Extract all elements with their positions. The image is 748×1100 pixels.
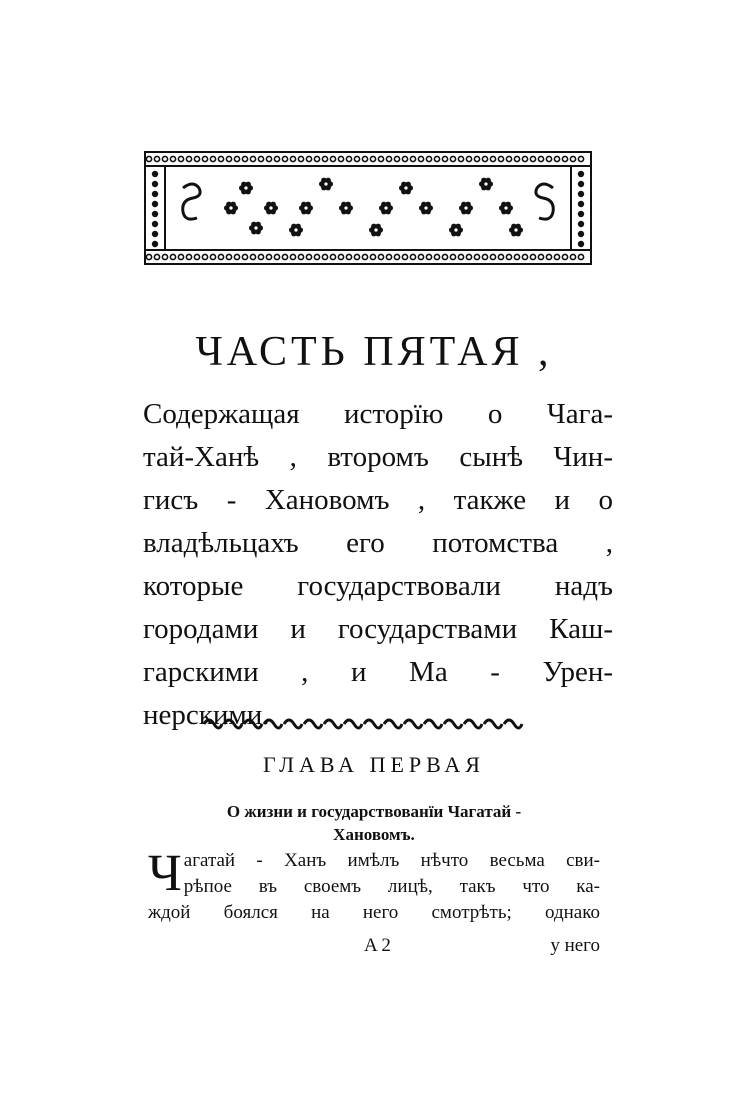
- ornament-chain-link: [466, 254, 471, 259]
- ornament-chain-link: [386, 156, 391, 161]
- summary-line: гарскими , и Ма - Урен-: [143, 656, 613, 688]
- ornament-chain-link: [242, 156, 247, 161]
- ornament-chain-link: [370, 156, 375, 161]
- ornament-chain-link: [402, 254, 407, 259]
- ornament-bead: [578, 211, 584, 217]
- drop-cap: Ч: [148, 845, 182, 902]
- ornament-chain-link: [314, 156, 319, 161]
- ornament-chain-link: [186, 156, 191, 161]
- ornament-chain-link: [530, 254, 535, 259]
- ornament-bead: [578, 191, 584, 197]
- ornament-rosette: [264, 202, 278, 215]
- divider-wave: [404, 720, 422, 728]
- ornament-rosette: [299, 202, 313, 215]
- ornament-chain-link: [570, 254, 575, 259]
- ornament-chain-link: [538, 254, 543, 259]
- ornament-bead: [152, 201, 158, 207]
- left-scroll-motif: [183, 184, 200, 219]
- ornament-chain-link: [266, 156, 271, 161]
- ornament-chain-link: [394, 156, 399, 161]
- ornament-chain-link: [226, 254, 231, 259]
- ornament-bead: [152, 171, 158, 177]
- ornament-chain-link: [330, 156, 335, 161]
- ornament-chain-link: [562, 254, 567, 259]
- ornament-chain-link: [218, 156, 223, 161]
- ornament-chain-link: [162, 156, 167, 161]
- ornament-chain-link: [570, 156, 575, 161]
- header-ornament: [143, 148, 593, 268]
- ornament-chain-link: [466, 156, 471, 161]
- ornament-chain-link: [522, 254, 527, 259]
- ornament-chain-link: [394, 254, 399, 259]
- divider-wave: [444, 720, 462, 728]
- ornament-chain-link: [450, 156, 455, 161]
- ornament-chain-link: [306, 254, 311, 259]
- ornament-chain-link: [242, 254, 247, 259]
- ornament-rosette: [239, 182, 253, 195]
- ornament-chain-link: [538, 156, 543, 161]
- ornament-chain-link: [434, 254, 439, 259]
- ornament-chain-link: [362, 156, 367, 161]
- ornament-rosette: [499, 202, 513, 215]
- ornament-chain-link: [298, 156, 303, 161]
- ornament-chain-link: [378, 254, 383, 259]
- ornament-chain-link: [426, 254, 431, 259]
- ornament-rosette: [459, 202, 473, 215]
- summary-line: нерскими.: [143, 699, 270, 731]
- section-divider: [198, 714, 526, 730]
- ornament-chain-link: [378, 156, 383, 161]
- divider-wave: [224, 720, 242, 728]
- ornament-chain-link: [402, 156, 407, 161]
- ornament-chain-link: [450, 254, 455, 259]
- ornament-chain-link: [178, 254, 183, 259]
- ornament-chain-link: [250, 254, 255, 259]
- ornament-rosette: [224, 202, 238, 215]
- divider-wave: [304, 720, 322, 728]
- ornament-chain-link: [234, 254, 239, 259]
- ornament-chain-link: [306, 156, 311, 161]
- ornament-bead: [578, 221, 584, 227]
- ornament-chain-link: [490, 156, 495, 161]
- ornament-chain-link: [282, 254, 287, 259]
- ornament-chain-link: [506, 254, 511, 259]
- ornament-chain-link: [162, 254, 167, 259]
- ornament-chain-link: [194, 254, 199, 259]
- chapter-subtitle: [148, 800, 600, 846]
- ornament-chain-link: [290, 254, 295, 259]
- ornament-rosette: [369, 224, 383, 237]
- part-summary: [143, 393, 613, 737]
- ornament-right-column: [571, 166, 591, 250]
- ornament-bead: [578, 171, 584, 177]
- ornament-chain-link: [354, 156, 359, 161]
- ornament-chain-link: [458, 254, 463, 259]
- divider-wave: [484, 720, 502, 728]
- ornament-chain-link: [482, 156, 487, 161]
- ornament-chain-link: [282, 156, 287, 161]
- ornament-chain-link: [442, 156, 447, 161]
- ornament-chain-link: [554, 156, 559, 161]
- ornament-chain-link: [498, 156, 503, 161]
- ornament-rosette: [509, 224, 523, 237]
- signature-mark: A 2: [364, 935, 391, 956]
- ornament-bead: [578, 231, 584, 237]
- ornament-chain-link: [298, 254, 303, 259]
- ornament-rosette: [289, 224, 303, 237]
- ornament-chain-link: [578, 254, 583, 259]
- ornament-chain-link: [442, 254, 447, 259]
- ornament-chain-link: [314, 254, 319, 259]
- ornament-chain-link: [258, 156, 263, 161]
- ornament-chain-link: [410, 156, 415, 161]
- ornament-chain-link: [274, 156, 279, 161]
- divider-wave: [204, 720, 222, 728]
- ornament-chain-link: [290, 156, 295, 161]
- ornament-chain-link: [186, 254, 191, 259]
- ornament-chain-link: [210, 156, 215, 161]
- ornament-chain-link: [322, 254, 327, 259]
- ornament-chain-link: [458, 156, 463, 161]
- ornament-chain-link: [490, 254, 495, 259]
- ornament-chain-link: [146, 254, 151, 259]
- ornament-chain-link: [202, 254, 207, 259]
- summary-line: владѣльцахъ его потомства ,: [143, 527, 613, 559]
- ornament-chain-link: [274, 254, 279, 259]
- ornament-rosette: [319, 178, 333, 191]
- ornament-chain-link: [418, 156, 423, 161]
- ornament-chain-link: [498, 254, 503, 259]
- ornament-chain-link: [474, 156, 479, 161]
- body-paragraph: [148, 845, 600, 926]
- ornament-chain-link: [562, 156, 567, 161]
- ornament-chain-link: [386, 254, 391, 259]
- divider-wave: [244, 720, 262, 728]
- divider-wave: [384, 720, 402, 728]
- ornament-chain-link: [506, 156, 511, 161]
- ornament-chain-link: [258, 254, 263, 259]
- ornament-rosette: [379, 202, 393, 215]
- catchword: у него: [550, 935, 600, 956]
- ornament-chain-link: [338, 254, 343, 259]
- ornament-chain-link: [578, 156, 583, 161]
- ornament-chain-link: [474, 254, 479, 259]
- ornament-chain-link: [514, 156, 519, 161]
- chapter-subtitle-line: Хановомъ.: [333, 825, 415, 844]
- summary-line: которые государствовали надъ: [143, 570, 613, 602]
- part-title: ЧАСТЬ ПЯТАЯ ,: [195, 329, 553, 375]
- body-line: рѣпое въ своемъ лицѣ, такъ что ка-: [183, 876, 600, 897]
- ornament-bead: [578, 201, 584, 207]
- ornament-chain-link: [482, 254, 487, 259]
- ornament-rosette: [479, 178, 493, 191]
- ornament-chain-link: [418, 254, 423, 259]
- ornament-chain-link: [250, 156, 255, 161]
- ornament-bead: [152, 221, 158, 227]
- ornament-chain-link: [514, 254, 519, 259]
- ornament-chain-link: [354, 254, 359, 259]
- divider-wave: [324, 720, 342, 728]
- body-line: ждой боялся на него смотрѣть; однако: [148, 902, 600, 923]
- ornament-rosette: [399, 182, 413, 195]
- ornament-chain-link: [322, 156, 327, 161]
- ornament-chain-link: [330, 254, 335, 259]
- ornament-chain-link: [154, 156, 159, 161]
- ornament-chain-link: [370, 254, 375, 259]
- ornament-chain-link: [426, 156, 431, 161]
- ornament-chain-link: [218, 254, 223, 259]
- ornament-chain-link: [266, 254, 271, 259]
- ornament-rosette: [419, 202, 433, 215]
- summary-line: Содержащая исторїю о Чага-: [143, 398, 613, 430]
- divider-wave: [464, 720, 482, 728]
- ornament-bead: [152, 191, 158, 197]
- divider-wave: [264, 720, 282, 728]
- ornament-chain-link: [546, 254, 551, 259]
- ornament-bead: [152, 241, 158, 247]
- ornament-chain-link: [178, 156, 183, 161]
- divider-wave: [364, 720, 382, 728]
- ornament-bead: [578, 241, 584, 247]
- summary-line: тай-Ханѣ , второмъ сынѣ Чин-: [143, 441, 613, 473]
- ornament-chain-link: [546, 156, 551, 161]
- ornament-chain-link: [170, 156, 175, 161]
- ornament-chain-link: [410, 254, 415, 259]
- divider-wave: [344, 720, 362, 728]
- divider-wave: [284, 720, 302, 728]
- ornament-chain-link: [554, 254, 559, 259]
- ornament-chain-link: [210, 254, 215, 259]
- summary-line: городами и государствами Каш-: [143, 613, 613, 645]
- ornament-chain-link: [226, 156, 231, 161]
- ornament-chain-link: [170, 254, 175, 259]
- ornament-chain-link: [146, 156, 151, 161]
- ornament-chain-link: [362, 254, 367, 259]
- ornament-bead: [152, 231, 158, 237]
- chapter-subtitle-line: О жизни и государствованїи Чагатай -: [226, 802, 522, 821]
- ornament-chain-link: [346, 254, 351, 259]
- chapter-heading: ГЛАВА ПЕРВАЯ: [263, 752, 485, 777]
- divider-wave: [504, 720, 522, 728]
- ornament-chain-link: [194, 156, 199, 161]
- body-line: агатай - Ханъ имѣлъ нѣчто весьма сви-: [183, 850, 600, 871]
- ornament-left-column: [145, 166, 165, 250]
- ornament-chain-link: [522, 156, 527, 161]
- ornament-bead: [152, 211, 158, 217]
- ornament-chain-link: [154, 254, 159, 259]
- ornament-chain-link: [202, 156, 207, 161]
- ornament-rosette: [249, 222, 263, 235]
- ornament-chain-link: [346, 156, 351, 161]
- ornament-bead: [578, 181, 584, 187]
- ornament-chain-link: [234, 156, 239, 161]
- divider-wave: [424, 720, 442, 728]
- summary-line: гисъ - Хановомъ , также и о: [143, 484, 613, 516]
- ornament-chain-link: [434, 156, 439, 161]
- ornament-chain-link: [338, 156, 343, 161]
- ornament-chain-link: [530, 156, 535, 161]
- ornament-rosette: [449, 224, 463, 237]
- ornament-bead: [152, 181, 158, 187]
- right-scroll-motif: [536, 184, 553, 219]
- ornament-rosette: [339, 202, 353, 215]
